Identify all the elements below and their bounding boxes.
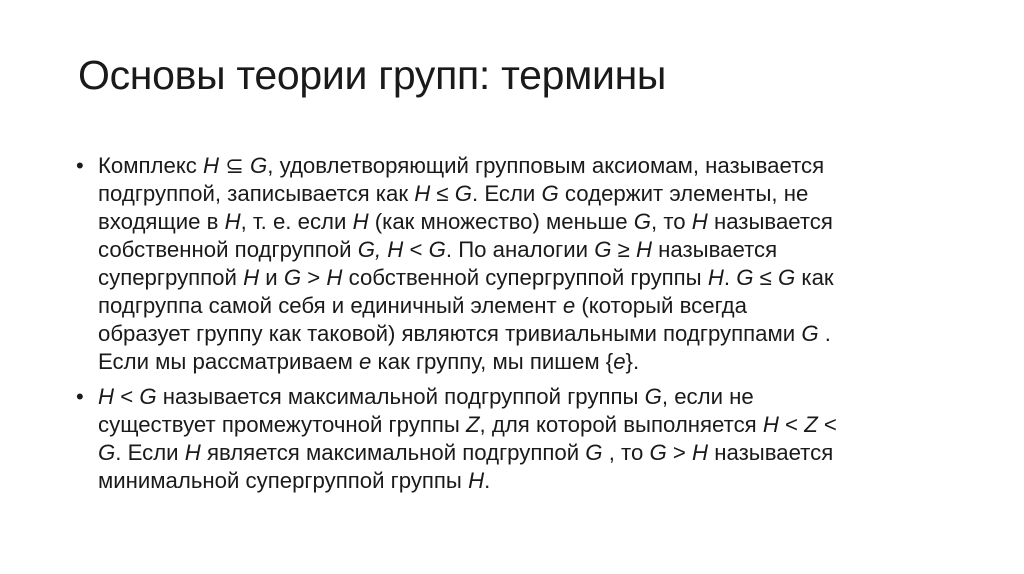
text-run: как группу, мы пишем { — [371, 349, 614, 374]
bullet-text — [98, 383, 954, 495]
text-run: < — [778, 412, 805, 437]
text-line — [98, 264, 954, 292]
text-line — [98, 467, 954, 495]
text-run: G — [139, 384, 157, 409]
text-run: H — [184, 440, 201, 465]
text-run: , удовлетворяющий групповым аксиомам, называется — [267, 153, 825, 178]
text-run: G — [98, 440, 116, 465]
text-run: H — [692, 440, 709, 465]
text-run: e — [613, 349, 626, 374]
text-run: , для которой выполняется — [479, 412, 763, 437]
text-line — [98, 152, 954, 180]
text-run: G, H — [357, 237, 404, 262]
text-run: Z — [465, 412, 480, 437]
text-run: существует промежуточной группы — [98, 412, 466, 437]
text-run: называется — [707, 209, 833, 234]
text-run: . Если — [472, 181, 542, 206]
text-run: подгруппой, записывается как — [98, 181, 415, 206]
text-run: < — [817, 412, 837, 437]
text-run: H — [243, 265, 260, 290]
text-run: . — [723, 265, 737, 290]
text-run: H — [98, 384, 115, 409]
text-run: , т. е. если — [240, 209, 353, 234]
text-run: H — [224, 209, 241, 234]
text-run: собственной подгруппой — [98, 237, 358, 262]
text-line — [98, 411, 954, 439]
text-run: входящие в — [98, 209, 225, 234]
text-run: H — [691, 209, 708, 234]
text-run: }. — [625, 349, 640, 374]
text-run: собственной супергруппой группы — [342, 265, 708, 290]
text-run: называется — [651, 237, 778, 262]
text-run: G — [644, 384, 662, 409]
text-run: . — [818, 321, 831, 346]
text-run: H ≤ G — [414, 181, 473, 206]
text-run: G — [633, 209, 651, 234]
text-run: H — [326, 265, 343, 290]
text-line — [98, 292, 954, 320]
text-run: . Если — [115, 440, 185, 465]
text-run: < — [403, 237, 429, 262]
bullet-marker: • — [76, 153, 84, 178]
text-line — [98, 439, 954, 467]
text-run: G — [649, 440, 667, 465]
text-run: G ≤ G — [736, 265, 796, 290]
text-run: H — [707, 265, 724, 290]
text-line — [98, 348, 954, 376]
text-run: подгруппа самой себя и единичный элемент — [98, 293, 563, 318]
text-run: H — [468, 468, 485, 493]
text-run: . По аналогии — [445, 237, 595, 262]
text-run: ⊆ — [225, 153, 250, 178]
text-run: > — [666, 440, 693, 465]
text-line — [98, 236, 954, 264]
bullet-item-1 — [74, 152, 954, 376]
slide-body — [74, 152, 954, 502]
text-line — [98, 208, 954, 236]
text-run: H — [762, 412, 779, 437]
bullet-text — [98, 152, 954, 376]
text-line — [98, 180, 954, 208]
slide-title: Основы теории групп: термины — [78, 52, 667, 98]
text-run: как — [795, 265, 834, 290]
text-run: минимальной супергруппой группы — [98, 468, 469, 493]
text-run: G ≥ H — [594, 237, 652, 262]
text-run: < — [114, 384, 140, 409]
text-run: H — [203, 153, 226, 178]
text-run: H — [352, 209, 369, 234]
text-run: является максимальной подгруппой — [200, 440, 586, 465]
text-run: , если не — [661, 384, 754, 409]
text-run: называется — [708, 440, 834, 465]
text-run: (который всегда — [575, 293, 747, 318]
text-run: образует группу как таковой) являются тривиальными подгруппами — [98, 321, 802, 346]
text-run: > — [301, 265, 327, 290]
text-line — [98, 320, 954, 348]
text-run: . — [484, 468, 491, 493]
text-run: G — [585, 440, 603, 465]
text-run: , то — [651, 209, 692, 234]
text-run: содержит элементы, не — [558, 181, 809, 206]
text-run: (как множество) меньше — [368, 209, 634, 234]
text-run: , то — [602, 440, 650, 465]
text-run: Если мы рассматриваем — [98, 349, 360, 374]
text-line — [98, 383, 954, 411]
text-run: Комплекс — [98, 153, 204, 178]
text-run: G — [250, 153, 268, 178]
bullet-item-2 — [74, 383, 954, 495]
text-run: G — [428, 237, 446, 262]
text-run: называется максимальной подгруппой группы — [156, 384, 645, 409]
text-run: G — [283, 265, 302, 290]
text-run: супергруппой — [98, 265, 244, 290]
bullet-marker: • — [76, 384, 84, 409]
text-run: G — [541, 181, 559, 206]
text-run: G — [801, 321, 819, 346]
text-run: e — [562, 293, 576, 318]
text-run: и — [259, 265, 284, 290]
text-run: e — [359, 349, 372, 374]
text-run: Z — [804, 412, 818, 437]
